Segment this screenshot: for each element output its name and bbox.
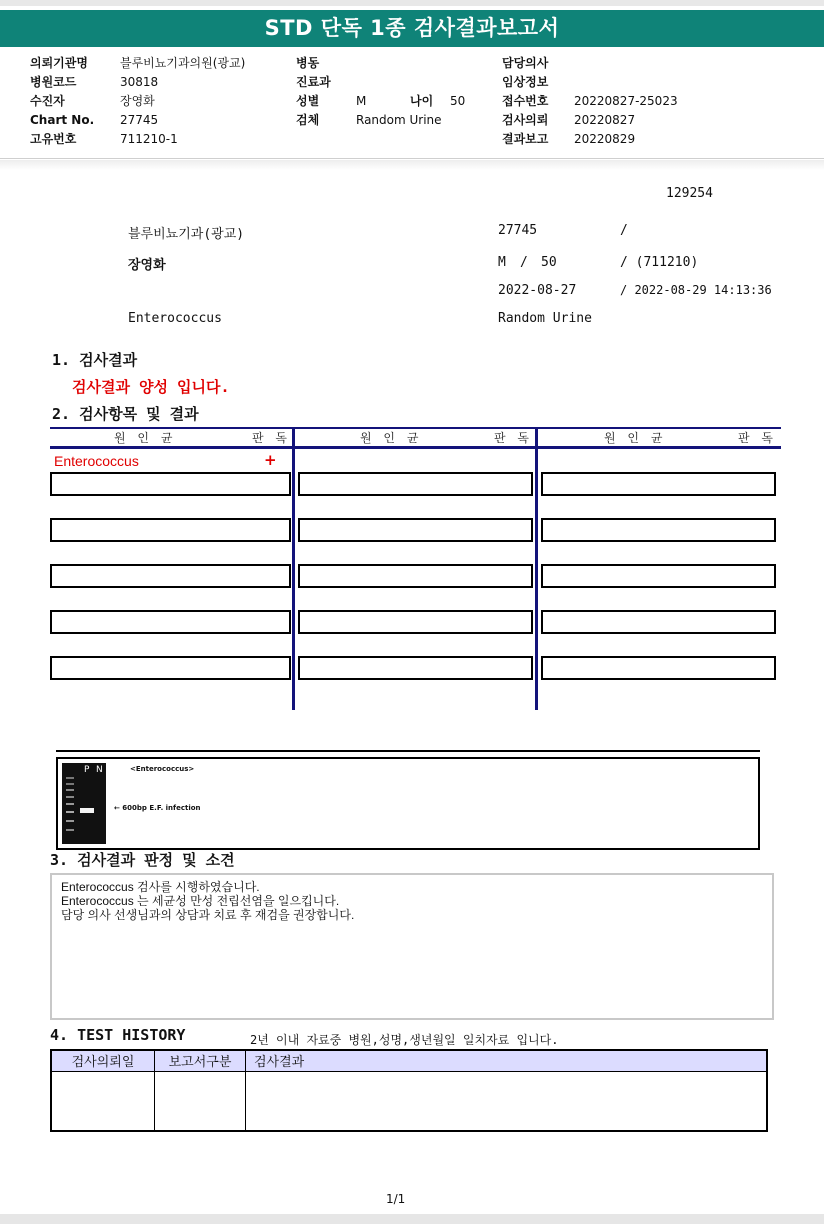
judgment-value: + — [264, 451, 277, 469]
history-header-cell: 보고서구분 — [155, 1050, 246, 1071]
result-text: 검사결과 양성 입니다. — [72, 378, 230, 396]
top-edge — [0, 0, 824, 6]
header-col2 — [296, 54, 465, 130]
summary-slash: / — [620, 223, 628, 238]
column-divider — [292, 427, 295, 710]
lane-n-label: N — [96, 765, 103, 775]
header-value: 20220827-25023 — [574, 94, 678, 108]
result-box — [541, 518, 776, 542]
opinion-box — [50, 873, 774, 1020]
col-header-pathogen: 원 인 균 — [360, 431, 423, 445]
history-header-cell: 검사결과 — [246, 1050, 768, 1071]
history-cell — [246, 1071, 768, 1131]
history-table — [50, 1049, 768, 1132]
header-label: 병동 — [296, 56, 320, 70]
clinic-name: 블루비뇨기과(광교) — [128, 227, 245, 242]
result-box — [298, 518, 533, 542]
header-label: 수진자 — [30, 94, 65, 108]
summary-chart-no: 27745 — [498, 223, 538, 238]
col-header-judgment: 판 독 — [252, 431, 291, 445]
result-box — [541, 472, 776, 496]
patient-name: 장영화 — [128, 258, 166, 273]
header-value: 블루비뇨기과의원(광교) — [120, 56, 246, 70]
summary-sex: M — [498, 255, 506, 270]
header-label: 담당의사 — [502, 56, 549, 70]
report-number: 129254 — [666, 186, 713, 201]
header-shadow — [0, 160, 824, 170]
history-cell — [51, 1071, 155, 1131]
receive-date: 2022-08-27 — [498, 283, 577, 298]
history-header-row — [51, 1050, 767, 1071]
gel-caption: <Enterococcus> — [130, 765, 195, 773]
col-header-pathogen: 원 인 균 — [114, 431, 177, 445]
opinion-line: Enterococcus 는 세균성 만성 전립선염을 일으킵니다. — [61, 894, 340, 908]
header-label: 검체 — [296, 113, 320, 127]
header-value: 711210-1 — [120, 132, 178, 146]
section3-title: 3. 검사결과 판정 및 소견 — [50, 851, 235, 869]
col-header-judgment: 판 독 — [738, 431, 777, 445]
result-box — [541, 610, 776, 634]
opinion-line: Enterococcus 검사를 시행하였습니다. — [61, 880, 260, 894]
section2-title: 2. 검사항목 및 결과 — [52, 405, 199, 423]
header-value: 20220829 — [574, 132, 636, 146]
gel-band-label: ← 600bp E.F. infection — [114, 804, 201, 812]
column-divider — [535, 427, 538, 710]
summary-birth: / (711210) — [620, 255, 699, 270]
header-label: 접수번호 — [502, 94, 549, 108]
history-note: 2년 이내 자료중 병원,성명,생년월일 일치자료 입니다. — [250, 1033, 559, 1047]
header-label: 고유번호 — [30, 132, 77, 146]
result-box — [298, 656, 533, 680]
page-number: 1/1 — [386, 1192, 406, 1206]
gel-top-rule — [56, 750, 760, 752]
header-value: 20220827 — [574, 113, 636, 127]
result-box — [298, 610, 533, 634]
pathogen-name: Enterococcus — [54, 453, 139, 469]
result-box — [50, 564, 291, 588]
result-box — [541, 656, 776, 680]
header-label: Chart No. — [30, 113, 95, 127]
history-header-cell: 검사의뢰일 — [51, 1050, 155, 1071]
header-label: 진료과 — [296, 75, 331, 89]
header-value: 장영화 — [120, 94, 155, 108]
result-box — [298, 472, 533, 496]
history-empty-row — [51, 1071, 767, 1131]
section4-title: 4. TEST HISTORY — [50, 1026, 186, 1044]
result-box — [50, 472, 291, 496]
report-datetime: / 2022-08-29 14:13:36 — [620, 283, 772, 297]
result-box — [541, 564, 776, 588]
header-label: 임상정보 — [502, 75, 549, 89]
result-box — [50, 610, 291, 634]
col-header-judgment: 판 독 — [494, 431, 533, 445]
results-table-header-rule — [50, 446, 781, 449]
header-col3 — [502, 54, 678, 149]
summary-age: 50 — [541, 255, 557, 270]
age-value: 50 — [450, 94, 466, 108]
col-header-pathogen: 원 인 균 — [604, 431, 667, 445]
test-name: Enterococcus — [128, 311, 222, 326]
header-value: 30818 — [120, 75, 159, 89]
header-label: 검사의뢰 — [502, 113, 549, 127]
header-col1 — [30, 54, 245, 149]
header-label: 결과보고 — [502, 132, 549, 146]
gel-image-frame — [56, 757, 760, 850]
specimen: Random Urine — [498, 311, 592, 326]
opinion-line: 담당 의사 선생님과의 상담과 치료 후 재검을 권장합니다. — [61, 908, 355, 922]
gel-lanes-icon — [62, 763, 106, 844]
section1-title: 1. 검사결과 — [52, 351, 138, 369]
result-box — [298, 564, 533, 588]
age-label: 나이 — [410, 94, 434, 108]
header-value: Random Urine — [356, 113, 442, 127]
report-title: STD 단독 1종 검사결과보고서 — [0, 10, 824, 47]
header-label: 성별 — [296, 94, 320, 108]
result-box — [50, 656, 291, 680]
header-label: 병원코드 — [30, 75, 77, 89]
history-cell — [155, 1071, 246, 1131]
summary-slash: / — [520, 255, 528, 270]
sex-value: M — [356, 94, 367, 108]
bottom-edge — [0, 1214, 824, 1224]
gel-image — [62, 763, 106, 844]
header-divider — [0, 158, 824, 159]
result-box — [50, 518, 291, 542]
header-label: 의뢰기관명 — [30, 56, 88, 70]
lane-p-label: P — [84, 765, 90, 775]
header-value: 27745 — [120, 113, 159, 127]
